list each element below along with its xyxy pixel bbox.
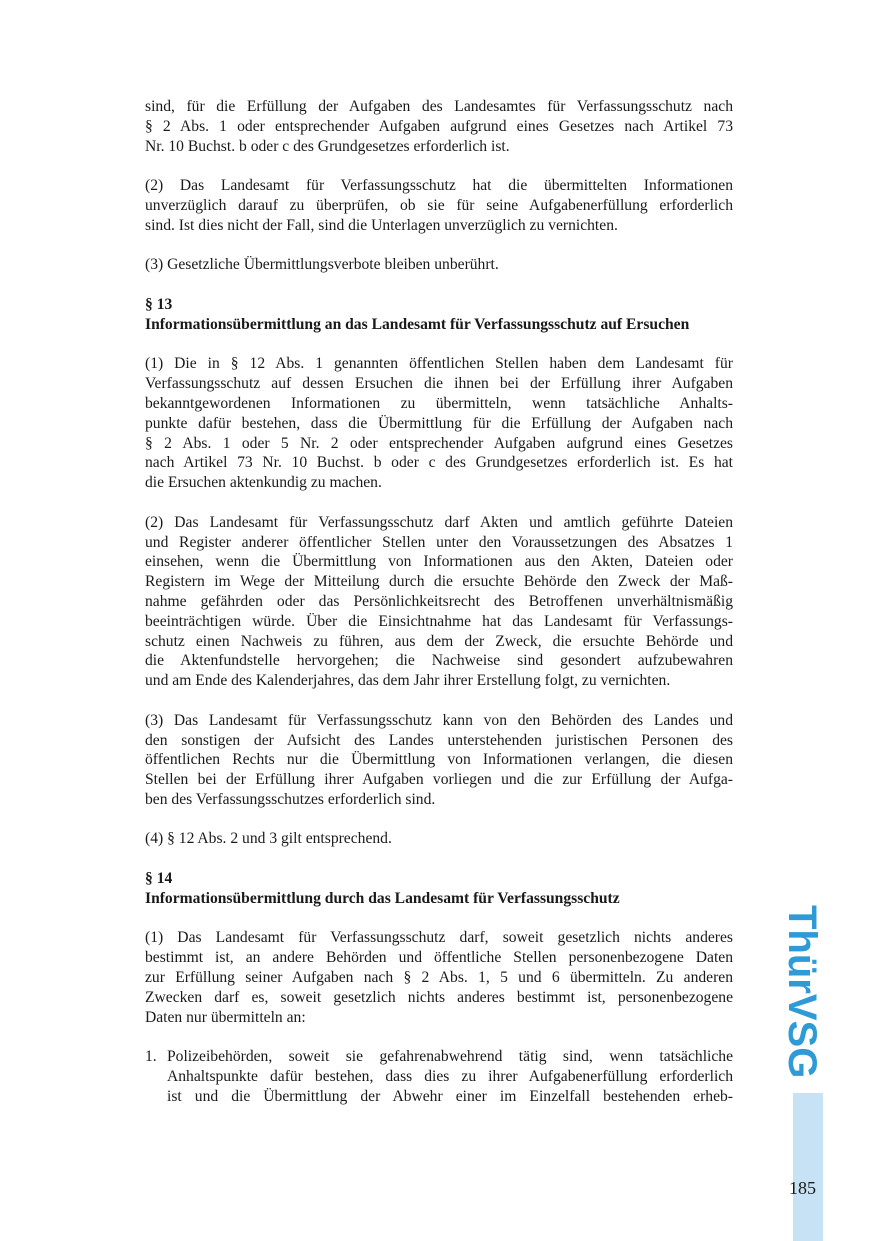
text-line: Polizeibehörden, soweit sie gefahrenabwehrend tätig sind, wenn tatsächliche xyxy=(167,1048,733,1066)
text-line: die Ersuchen aktenkundig zu machen. xyxy=(145,474,382,492)
text-line: unverzüglich darauf zu überprüfen, ob sie für seine Aufgabenerfüllung erforderlich xyxy=(145,196,733,214)
text-line: punkte dafür bestehen, dass die Übermittlung für die Erfüllung der Aufgaben nach xyxy=(145,414,733,432)
paragraph xyxy=(145,176,733,235)
text-line: Zwecken darf es, soweit gesetzlich nichts anderes bestimmt ist, personenbezogene xyxy=(145,988,733,1006)
text-line: Verfassungsschutz auf dessen Ersuchen die ihnen bei der Erfüllung ihrer Aufgaben xyxy=(145,375,733,393)
text-line: (1) Die in § 12 Abs. 1 genannten öffentlichen Stellen haben dem Landesamt für xyxy=(145,355,733,373)
text-line: (4) § 12 Abs. 2 und 3 gilt entsprechend. xyxy=(145,830,392,848)
text-line: einsehen, wenn die Übermittlung von Informationen aus den Akten, Dateien oder xyxy=(145,553,733,571)
paragraph xyxy=(145,255,733,275)
section-heading-14 xyxy=(145,869,733,909)
text-line: § 2 Abs. 1 oder entsprechender Aufgaben aufgrund eines Gesetzes nach Artikel 73 xyxy=(145,117,733,135)
text-line: (2) Das Landesamt für Verfassungsschutz hat die übermittelten Informationen xyxy=(145,177,733,195)
paragraph xyxy=(145,513,733,691)
paragraph xyxy=(145,829,733,849)
text-line: Daten nur übermitteln an: xyxy=(145,1008,306,1026)
text-line: bekanntgewordenen Informationen zu übermitteln, wenn tatsächliche Anhalts- xyxy=(145,394,733,412)
text-line: beeinträchtigen würde. Über die Einsichtnahme hat das Landesamt für Verfassungs- xyxy=(145,612,733,630)
text-line: ist und die Übermittlung der Abwehr einer im Einzelfall bestehenden erheb- xyxy=(167,1087,733,1105)
sidebar-accent-bar xyxy=(793,1093,823,1241)
sidebar-law-title xyxy=(778,905,828,1079)
section-title: Informationsübermittlung an das Landesamt für Verfassungsschutz auf Ersuchen xyxy=(145,315,690,333)
text-line: schutz einen Nachweis zu führen, aus dem der Zweck, die ersuchte Behörde und xyxy=(145,632,733,650)
text-line: (3) Gesetzliche Übermittlungsverbote bleiben unberührt. xyxy=(145,256,499,274)
paragraph xyxy=(145,711,733,810)
text-line: Stellen bei der Erfüllung ihrer Aufgaben vorliegen und die zur Erfüllung der Aufga- xyxy=(145,771,733,789)
text-line: Nr. 10 Buchst. b oder c des Grundgesetzes erforderlich ist. xyxy=(145,137,510,155)
section-heading-13 xyxy=(145,295,733,335)
text-line: sind. Ist dies nicht der Fall, sind die Unterlagen unverzüglich zu vernichten. xyxy=(145,216,618,234)
paragraph xyxy=(145,97,733,156)
text-line: (1) Das Landesamt für Verfassungsschutz darf, soweit gesetzlich nichts anderes xyxy=(145,929,733,947)
list-number: 1. xyxy=(145,1048,157,1066)
text-line: zur Erfüllung seiner Aufgaben nach § 2 Abs. 1, 5 und 6 übermitteln. Zu anderen xyxy=(145,969,733,987)
text-line: Anhaltspunkte dafür bestehen, dass dies zu ihrer Aufgabenerfüllung erforderlich xyxy=(167,1068,733,1086)
text-line: sind, für die Erfüllung der Aufgaben des Landesamtes für Verfassungsschutz nach xyxy=(145,98,733,115)
document-body xyxy=(145,97,733,1126)
text-line: bestimmt ist, an andere Behörden und öffentliche Stellen personenbezogene Daten xyxy=(145,949,733,967)
list-item xyxy=(145,1047,733,1106)
text-line: die Aktenfundstelle hervorgehen; die Nachweise sind gesondert aufzubewahren xyxy=(145,652,733,670)
text-line: nach Artikel 73 Nr. 10 Buchst. b oder c des Grundgesetzes erforderlich ist. Es hat xyxy=(145,454,733,472)
text-line: § 2 Abs. 1 oder 5 Nr. 2 oder entsprechender Aufgaben aufgrund eines Gesetzes xyxy=(145,434,733,452)
text-line: und Register anderer öffentlicher Stellen unter den Voraussetzungen des Absatzes 1 xyxy=(145,533,733,551)
text-line: ben des Verfassungsschutzes erforderlich sind. xyxy=(145,790,436,808)
section-title: Informationsübermittlung durch das Landesamt für Verfassungsschutz xyxy=(145,889,620,907)
page-number: 185 xyxy=(789,1178,816,1198)
text-line: nahme gefährden oder das Persönlichkeitsrecht des Betroffenen unverhältnismäßig xyxy=(145,592,733,610)
text-line: (2) Das Landesamt für Verfassungsschutz darf Akten und amtlich geführte Dateien xyxy=(145,513,733,531)
text-line: Registern im Wege der Mitteilung durch die ersuchte Behörde den Zweck der Maß- xyxy=(145,573,733,591)
text-line: (3) Das Landesamt für Verfassungsschutz kann von den Behörden des Landes und xyxy=(145,711,733,729)
text-line: den sonstigen der Aufsicht des Landes unterstehenden juristischen Personen des xyxy=(145,731,733,749)
section-number: § 14 xyxy=(145,870,173,888)
sidebar-title-text: ThürVSG xyxy=(780,905,824,1079)
paragraph xyxy=(145,928,733,1027)
section-number: § 13 xyxy=(145,295,173,313)
text-line: öffentlichen Rechts nur die Übermittlung von Informationen verlangen, die diesen xyxy=(145,751,733,769)
text-line: und am Ende des Kalenderjahres, das dem Jahr ihrer Erstellung folgt, zu vernichten. xyxy=(145,672,671,690)
paragraph xyxy=(145,354,733,493)
